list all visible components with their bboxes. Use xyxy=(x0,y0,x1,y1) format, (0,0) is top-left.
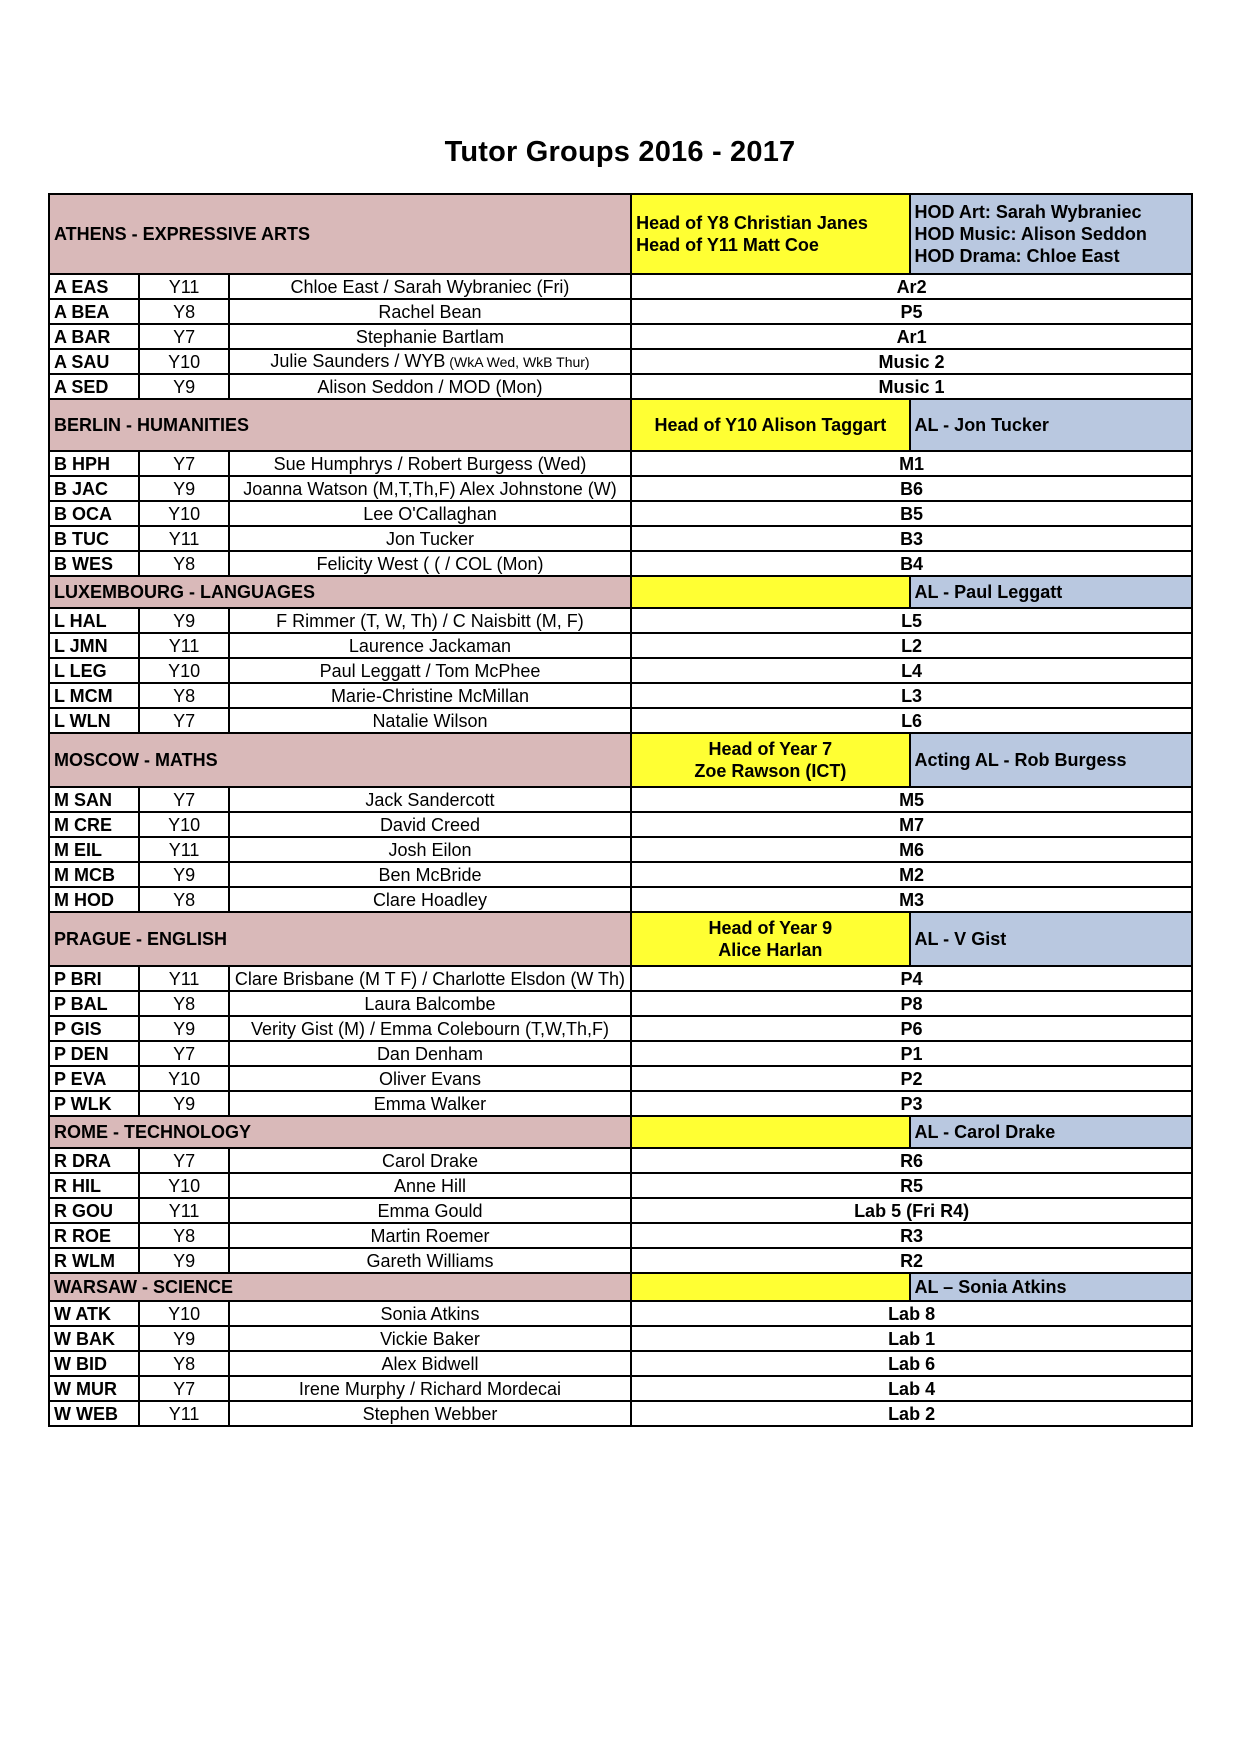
group-code: R GOU xyxy=(49,1198,139,1223)
tutor-name: Clare Hoadley xyxy=(229,887,631,912)
house-name: ATHENS - EXPRESSIVE ARTS xyxy=(49,194,631,274)
group-code: M SAN xyxy=(49,787,139,812)
room: R2 xyxy=(631,1248,1192,1273)
tutor-name: Felicity West ( ( / COL (Mon) xyxy=(229,551,631,576)
area-lead-line: AL - Jon Tucker xyxy=(914,415,1049,435)
year-group: Y8 xyxy=(139,1351,228,1376)
tutor-name: Jon Tucker xyxy=(229,526,631,551)
room: M5 xyxy=(631,787,1192,812)
area-lead-line: AL - Paul Leggatt xyxy=(914,582,1063,602)
area-lead xyxy=(910,399,1192,451)
head-of-year-line: Head of Year 9 xyxy=(708,918,833,938)
group-code: P WLK xyxy=(49,1091,139,1116)
tutor-name: Anne Hill xyxy=(229,1173,631,1198)
area-lead xyxy=(910,1273,1192,1301)
head-of-year-line: Zoe Rawson (ICT) xyxy=(694,761,847,781)
house-name: BERLIN - HUMANITIES xyxy=(49,399,631,451)
area-lead-line: AL - V Gist xyxy=(914,929,1007,949)
group-code: M CRE xyxy=(49,812,139,837)
room: M1 xyxy=(631,451,1192,476)
tutor-name: Vickie Baker xyxy=(229,1326,631,1351)
room: L6 xyxy=(631,708,1192,733)
year-group: Y8 xyxy=(139,1223,228,1248)
group-code: M MCB xyxy=(49,862,139,887)
area-lead-line: Acting AL - Rob Burgess xyxy=(914,750,1127,770)
group-code: W ATK xyxy=(49,1301,139,1326)
tutor-name: Sonia Atkins xyxy=(229,1301,631,1326)
head-of-year-line: Alice Harlan xyxy=(718,940,823,960)
house-header-row xyxy=(49,912,1192,966)
table-row xyxy=(49,324,1192,349)
table-row xyxy=(49,299,1192,324)
year-group: Y10 xyxy=(139,1173,228,1198)
tutor-name: Joanna Watson (M,T,Th,F) Alex Johnstone (W) xyxy=(229,476,631,501)
room: L4 xyxy=(631,658,1192,683)
room: Lab 2 xyxy=(631,1401,1192,1426)
group-code: P BRI xyxy=(49,966,139,991)
tutor-name: Paul Leggatt / Tom McPhee xyxy=(229,658,631,683)
year-group: Y10 xyxy=(139,658,228,683)
tutor-name: Stephen Webber xyxy=(229,1401,631,1426)
group-code: M HOD xyxy=(49,887,139,912)
room: Lab 5 (Fri R4) xyxy=(631,1198,1192,1223)
tutor-name: Dan Denham xyxy=(229,1041,631,1066)
room: R3 xyxy=(631,1223,1192,1248)
head-of-year-line: Head of Y8 Christian Janes xyxy=(636,213,868,233)
room: Music 1 xyxy=(631,374,1192,399)
tutor-name: Irene Murphy / Richard Mordecai xyxy=(229,1376,631,1401)
house-name: ROME - TECHNOLOGY xyxy=(49,1116,631,1148)
group-code: L MCM xyxy=(49,683,139,708)
house-name: PRAGUE - ENGLISH xyxy=(49,912,631,966)
tutor-name: Emma Walker xyxy=(229,1091,631,1116)
tutor-name: Gareth Williams xyxy=(229,1248,631,1273)
area-lead-line: HOD Art: Sarah Wybraniec xyxy=(914,202,1142,222)
group-code: B WES xyxy=(49,551,139,576)
group-code: W BAK xyxy=(49,1326,139,1351)
group-code: P DEN xyxy=(49,1041,139,1066)
room: P8 xyxy=(631,991,1192,1016)
table-row xyxy=(49,862,1192,887)
group-code: L WLN xyxy=(49,708,139,733)
year-group: Y7 xyxy=(139,1376,228,1401)
table-row xyxy=(49,887,1192,912)
area-lead-line: HOD Drama: Chloe East xyxy=(914,246,1120,266)
year-group: Y7 xyxy=(139,787,228,812)
tutor-name: Chloe East / Sarah Wybraniec (Fri) xyxy=(229,274,631,299)
room: P2 xyxy=(631,1066,1192,1091)
house-name: LUXEMBOURG - LANGUAGES xyxy=(49,576,631,608)
area-lead xyxy=(910,194,1192,274)
group-code: W WEB xyxy=(49,1401,139,1426)
room: B6 xyxy=(631,476,1192,501)
room: M3 xyxy=(631,887,1192,912)
tutor-name: Lee O'Callaghan xyxy=(229,501,631,526)
room: Lab 8 xyxy=(631,1301,1192,1326)
year-group: Y10 xyxy=(139,1066,228,1091)
group-code: R HIL xyxy=(49,1173,139,1198)
year-group: Y10 xyxy=(139,501,228,526)
group-code: R WLM xyxy=(49,1248,139,1273)
year-group: Y9 xyxy=(139,862,228,887)
year-group: Y9 xyxy=(139,1016,228,1041)
room: B4 xyxy=(631,551,1192,576)
year-group: Y8 xyxy=(139,887,228,912)
area-lead-line: AL - Carol Drake xyxy=(914,1122,1056,1142)
house-header-row xyxy=(49,1273,1192,1301)
tutor-name: Josh Eilon xyxy=(229,837,631,862)
group-code: A EAS xyxy=(49,274,139,299)
year-group: Y10 xyxy=(139,1301,228,1326)
room: M7 xyxy=(631,812,1192,837)
room: Ar1 xyxy=(631,324,1192,349)
head-of-year xyxy=(631,576,909,608)
table-row xyxy=(49,551,1192,576)
tutor-name: Alison Seddon / MOD (Mon) xyxy=(229,374,631,399)
tutor-name: Sue Humphrys / Robert Burgess (Wed) xyxy=(229,451,631,476)
room: Lab 1 xyxy=(631,1326,1192,1351)
group-code: P EVA xyxy=(49,1066,139,1091)
table-row xyxy=(49,787,1192,812)
year-group: Y9 xyxy=(139,1326,228,1351)
group-code: M EIL xyxy=(49,837,139,862)
tutor-name: Verity Gist (M) / Emma Colebourn (T,W,Th,F) xyxy=(229,1016,631,1041)
year-group: Y8 xyxy=(139,551,228,576)
year-group: Y7 xyxy=(139,1041,228,1066)
table-row xyxy=(49,526,1192,551)
group-code: A BEA xyxy=(49,299,139,324)
group-code: P BAL xyxy=(49,991,139,1016)
table-row xyxy=(49,708,1192,733)
head-of-year xyxy=(631,1116,909,1148)
group-code: R DRA xyxy=(49,1148,139,1173)
year-group: Y7 xyxy=(139,1148,228,1173)
table-row xyxy=(49,633,1192,658)
table-row xyxy=(49,1173,1192,1198)
tutor-name: Emma Gould xyxy=(229,1198,631,1223)
group-code: B TUC xyxy=(49,526,139,551)
year-group: Y11 xyxy=(139,1198,228,1223)
table-row xyxy=(49,966,1192,991)
tutor-name: Stephanie Bartlam xyxy=(229,324,631,349)
table-row xyxy=(49,1376,1192,1401)
tutor-name: Martin Roemer xyxy=(229,1223,631,1248)
head-of-year xyxy=(631,912,909,966)
room: Music 2 xyxy=(631,349,1192,374)
room: R5 xyxy=(631,1173,1192,1198)
tutor-name: Natalie Wilson xyxy=(229,708,631,733)
year-group: Y9 xyxy=(139,374,228,399)
room: P4 xyxy=(631,966,1192,991)
year-group: Y7 xyxy=(139,451,228,476)
table-row xyxy=(49,374,1192,399)
head-of-year-line: Head of Year 7 xyxy=(708,739,833,759)
table-row xyxy=(49,812,1192,837)
house-header-row xyxy=(49,733,1192,787)
table-row xyxy=(49,1016,1192,1041)
tutor-name: Carol Drake xyxy=(229,1148,631,1173)
group-code: B JAC xyxy=(49,476,139,501)
table-row xyxy=(49,1301,1192,1326)
year-group: Y7 xyxy=(139,708,228,733)
year-group: Y9 xyxy=(139,1248,228,1273)
head-of-year-line: Head of Y11 Matt Coe xyxy=(636,235,819,255)
table-row xyxy=(49,1248,1192,1273)
table-row xyxy=(49,274,1192,299)
area-lead-line: AL – Sonia Atkins xyxy=(914,1277,1067,1297)
table-row xyxy=(49,608,1192,633)
room: L3 xyxy=(631,683,1192,708)
tutor-name: Marie-Christine McMillan xyxy=(229,683,631,708)
group-code: A SAU xyxy=(49,349,139,374)
year-group: Y11 xyxy=(139,274,228,299)
room: Lab 4 xyxy=(631,1376,1192,1401)
tutor-name: Rachel Bean xyxy=(229,299,631,324)
year-group: Y7 xyxy=(139,324,228,349)
tutor-groups-table xyxy=(48,193,1193,1427)
table-row xyxy=(49,501,1192,526)
room: L5 xyxy=(631,608,1192,633)
group-code: A SED xyxy=(49,374,139,399)
year-group: Y9 xyxy=(139,1091,228,1116)
tutor-name: Laura Balcombe xyxy=(229,991,631,1016)
room: B5 xyxy=(631,501,1192,526)
page-title: Tutor Groups 2016 - 2017 xyxy=(444,136,796,168)
tutor-name: Julie Saunders / WYB (WkA Wed, WkB Thur) xyxy=(229,349,631,374)
year-group: Y8 xyxy=(139,299,228,324)
group-code: B HPH xyxy=(49,451,139,476)
table-row xyxy=(49,1041,1192,1066)
tutor-name: Clare Brisbane (M T F) / Charlotte Elsdon (W Th) xyxy=(229,966,631,991)
room: L2 xyxy=(631,633,1192,658)
room: P6 xyxy=(631,1016,1192,1041)
area-lead xyxy=(910,733,1192,787)
group-code: L LEG xyxy=(49,658,139,683)
tutor-name: David Creed xyxy=(229,812,631,837)
year-group: Y11 xyxy=(139,966,228,991)
room: R6 xyxy=(631,1148,1192,1173)
table-row xyxy=(49,837,1192,862)
tutor-name: Jack Sandercott xyxy=(229,787,631,812)
room: B3 xyxy=(631,526,1192,551)
room: M2 xyxy=(631,862,1192,887)
group-code: B OCA xyxy=(49,501,139,526)
table-row xyxy=(49,1223,1192,1248)
table-row xyxy=(49,658,1192,683)
table-row xyxy=(49,1351,1192,1376)
room: P1 xyxy=(631,1041,1192,1066)
area-lead-line: HOD Music: Alison Seddon xyxy=(914,224,1147,244)
tutor-name: Oliver Evans xyxy=(229,1066,631,1091)
table-row xyxy=(49,476,1192,501)
room: M6 xyxy=(631,837,1192,862)
table-row xyxy=(49,991,1192,1016)
year-group: Y8 xyxy=(139,683,228,708)
year-group: Y9 xyxy=(139,608,228,633)
head-of-year xyxy=(631,733,909,787)
year-group: Y10 xyxy=(139,812,228,837)
group-code: L HAL xyxy=(49,608,139,633)
house-name: MOSCOW - MATHS xyxy=(49,733,631,787)
room: Lab 6 xyxy=(631,1351,1192,1376)
tutor-groups-body xyxy=(49,194,1192,1426)
group-code: L JMN xyxy=(49,633,139,658)
group-code: R ROE xyxy=(49,1223,139,1248)
year-group: Y11 xyxy=(139,526,228,551)
group-code: W BID xyxy=(49,1351,139,1376)
year-group: Y11 xyxy=(139,1401,228,1426)
tutor-name: F Rimmer (T, W, Th) / C Naisbitt (M, F) xyxy=(229,608,631,633)
house-header-row xyxy=(49,1116,1192,1148)
tutor-name: Alex Bidwell xyxy=(229,1351,631,1376)
table-row xyxy=(49,1401,1192,1426)
room: Ar2 xyxy=(631,274,1192,299)
table-row xyxy=(49,1326,1192,1351)
table-row xyxy=(49,1091,1192,1116)
group-code: P GIS xyxy=(49,1016,139,1041)
area-lead xyxy=(910,576,1192,608)
year-group: Y11 xyxy=(139,633,228,658)
tutor-name: Ben McBride xyxy=(229,862,631,887)
area-lead xyxy=(910,912,1192,966)
table-row xyxy=(49,451,1192,476)
head-of-year xyxy=(631,1273,909,1301)
year-group: Y10 xyxy=(139,349,228,374)
tutor-note: (WkA Wed, WkB Thur) xyxy=(445,354,590,370)
tutor-name: Laurence Jackaman xyxy=(229,633,631,658)
house-header-row xyxy=(49,576,1192,608)
year-group: Y9 xyxy=(139,476,228,501)
group-code: W MUR xyxy=(49,1376,139,1401)
group-code: A BAR xyxy=(49,324,139,349)
head-of-year xyxy=(631,399,909,451)
house-name: WARSAW - SCIENCE xyxy=(49,1273,631,1301)
table-row xyxy=(49,1066,1192,1091)
house-header-row xyxy=(49,194,1192,274)
house-header-row xyxy=(49,399,1192,451)
room: P5 xyxy=(631,299,1192,324)
head-of-year-line: Head of Y10 Alison Taggart xyxy=(654,415,887,435)
table-row xyxy=(49,683,1192,708)
table-row xyxy=(49,349,1192,374)
head-of-year xyxy=(631,194,909,274)
table-row xyxy=(49,1198,1192,1223)
area-lead xyxy=(910,1116,1192,1148)
room: P3 xyxy=(631,1091,1192,1116)
year-group: Y8 xyxy=(139,991,228,1016)
table-row xyxy=(49,1148,1192,1173)
year-group: Y11 xyxy=(139,837,228,862)
